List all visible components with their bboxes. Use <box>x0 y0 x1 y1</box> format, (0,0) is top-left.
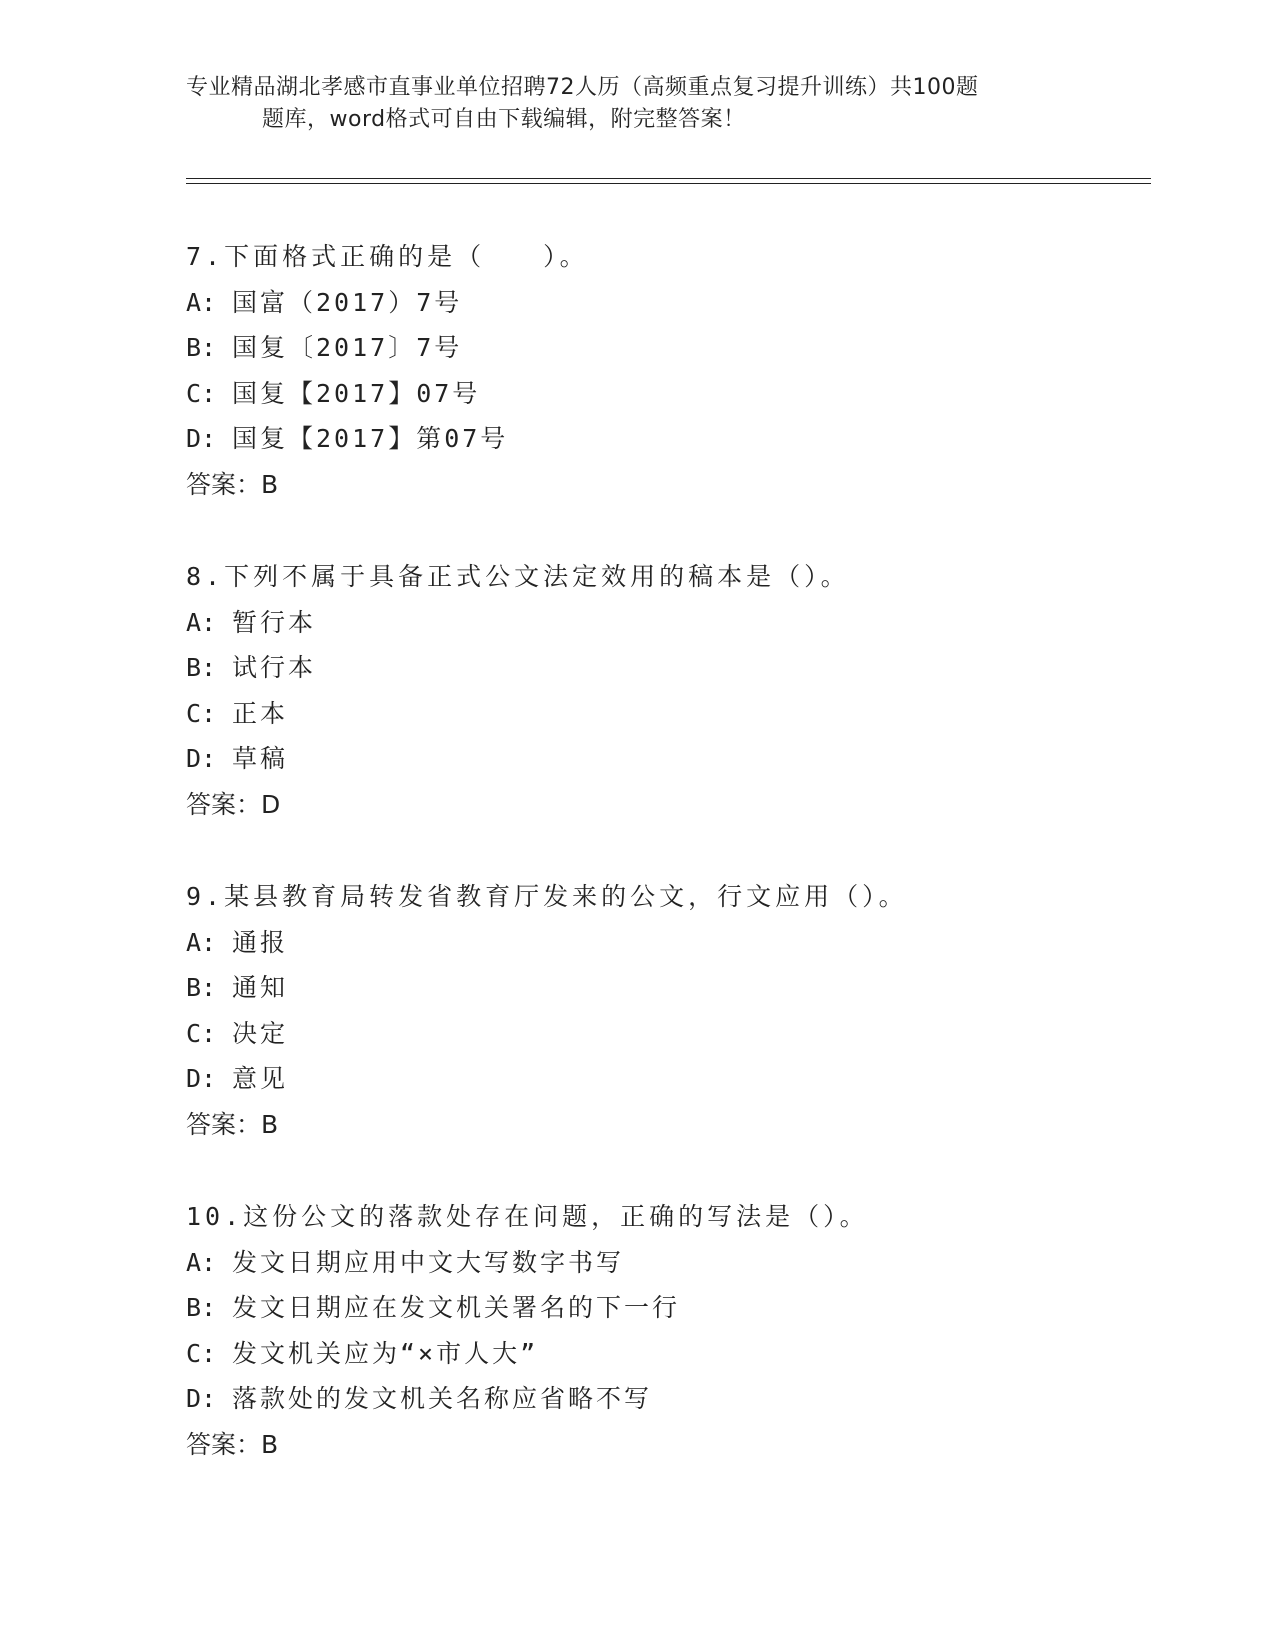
option-text: 国复〔2017〕7号 <box>232 333 463 362</box>
option-d <box>186 1056 1146 1102</box>
option-label: A: <box>186 1247 217 1277</box>
answer-line <box>186 1422 1146 1468</box>
option-b <box>186 325 1146 371</box>
option-text: 草稿 <box>232 744 289 773</box>
option-b <box>186 1285 1146 1331</box>
option-text: 试行本 <box>232 653 317 682</box>
option-text: 暂行本 <box>232 607 317 637</box>
option-text: 落款处的发文机关名称应省略不写 <box>232 1384 653 1413</box>
question-list <box>186 234 1146 1514</box>
question-stem: 7.下面格式正确的是（ ）。 <box>186 242 589 271</box>
answer-value: D <box>261 789 281 819</box>
option-d <box>186 416 1146 462</box>
option-d <box>186 736 1146 782</box>
option-text: 意见 <box>232 1064 289 1093</box>
option-label: C: <box>186 1338 217 1368</box>
question-7 <box>186 234 1146 554</box>
question-stem: 10.这份公文的落款处存在问题，正确的写法是（）。 <box>186 1202 869 1231</box>
answer-prefix: 答案： <box>186 469 262 499</box>
question-10 <box>186 1194 1146 1514</box>
question-8 <box>186 554 1146 874</box>
document-header <box>186 72 1086 136</box>
option-label: B: <box>186 333 217 362</box>
question-9 <box>186 874 1146 1194</box>
option-text: 国富（2017）7号 <box>232 287 463 317</box>
option-label: D: <box>186 1384 217 1413</box>
option-a <box>186 920 1146 966</box>
option-text: 发文日期应用中文大写数字书写 <box>232 1247 625 1277</box>
option-c <box>186 1011 1146 1057</box>
answer-prefix: 答案： <box>186 789 262 819</box>
answer-prefix: 答案： <box>186 1109 262 1139</box>
option-b <box>186 645 1146 691</box>
option-d <box>186 1376 1146 1422</box>
answer-line <box>186 782 1146 828</box>
answer-prefix: 答案： <box>186 1429 262 1459</box>
option-label: A: <box>186 287 217 317</box>
option-label: A: <box>186 607 217 637</box>
option-label: C: <box>186 378 217 408</box>
answer-line <box>186 1102 1146 1148</box>
option-text: 决定 <box>232 1018 289 1048</box>
option-text: 通报 <box>232 927 289 957</box>
option-b <box>186 965 1146 1011</box>
option-text: 发文机关应为“×市人大” <box>232 1338 539 1368</box>
option-text: 国复【2017】第07号 <box>232 424 509 453</box>
option-label: D: <box>186 1064 217 1093</box>
answer-value: B <box>261 1429 279 1459</box>
question-stem: 8.下列不属于具备正式公文法定效用的稿本是（）。 <box>186 562 850 591</box>
option-c <box>186 1331 1146 1377</box>
header-line-2: 题库，word格式可自由下载编辑，附完整答案！ <box>262 107 746 132</box>
option-a <box>186 1240 1146 1286</box>
option-c <box>186 371 1146 417</box>
option-label: A: <box>186 927 217 957</box>
option-text: 发文日期应在发文机关署名的下一行 <box>232 1293 681 1322</box>
option-label: C: <box>186 698 217 728</box>
header-divider-top <box>186 178 1151 179</box>
answer-value: B <box>261 1109 279 1139</box>
option-text: 正本 <box>232 698 289 728</box>
option-text: 通知 <box>232 973 289 1002</box>
option-label: C: <box>186 1018 217 1048</box>
option-c <box>186 691 1146 737</box>
option-a <box>186 280 1146 326</box>
option-label: D: <box>186 744 217 773</box>
header-divider-bottom <box>186 183 1151 184</box>
question-stem: 9.某县教育局转发省教育厅发来的公文，行文应用（）。 <box>186 882 908 911</box>
header-line-1: 专业精品湖北孝感市直事业单位招聘72人历（高频重点复习提升训练）共100题 <box>186 75 979 100</box>
option-a <box>186 600 1146 646</box>
answer-value: B <box>261 469 279 499</box>
option-text: 国复【2017】07号 <box>232 378 481 408</box>
option-label: B: <box>186 653 217 682</box>
option-label: D: <box>186 424 217 453</box>
answer-line <box>186 462 1146 508</box>
option-label: B: <box>186 973 217 1002</box>
option-label: B: <box>186 1293 217 1322</box>
